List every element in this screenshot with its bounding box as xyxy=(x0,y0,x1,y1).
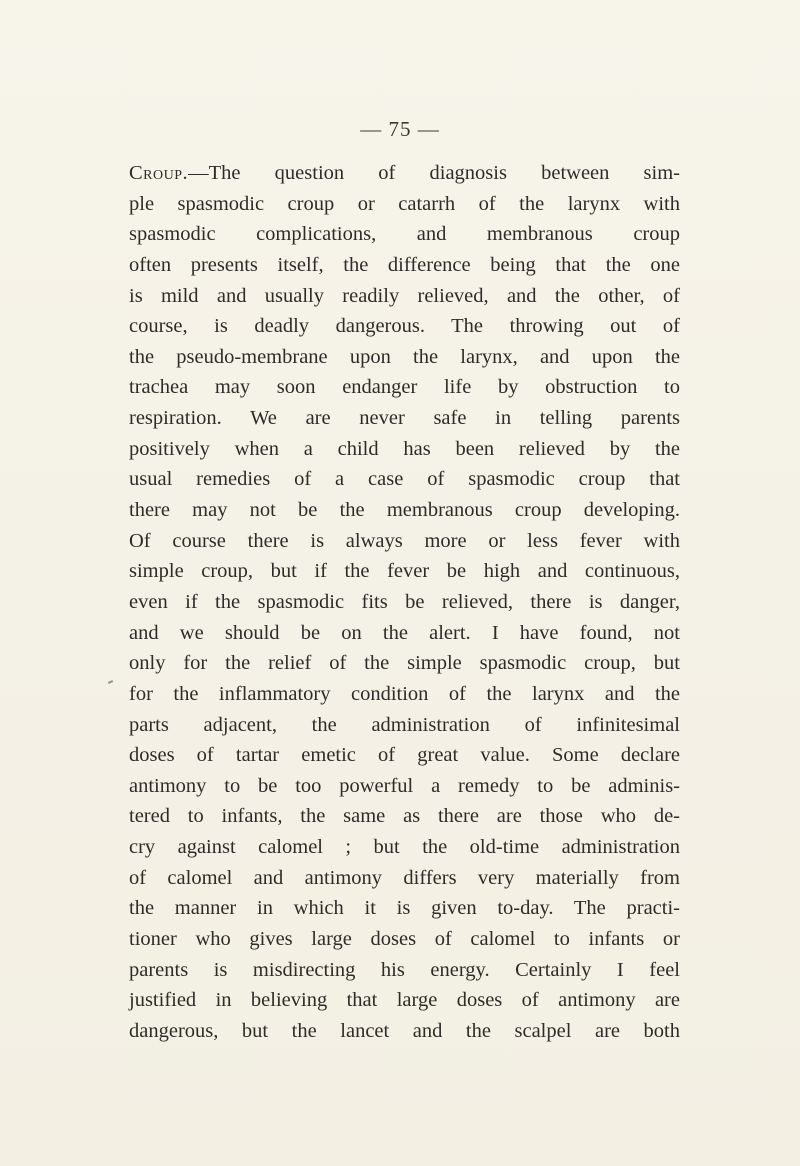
text-line: there may not be the membranous croup developing. xyxy=(129,499,680,522)
text-line: the manner in which it is given to-day. The practi- xyxy=(129,897,680,920)
text-line: even if the spasmodic fits be relieved, there is danger, xyxy=(129,590,680,613)
margin-mark xyxy=(108,680,113,684)
text-line: parents is misdirecting his energy. Certainly I feel xyxy=(129,958,680,981)
text-line: justified in believing that large doses of antimony are xyxy=(129,989,680,1012)
page-number: — 75 — xyxy=(360,117,440,141)
text-line: usual remedies of a case of spasmodic croup that xyxy=(129,468,680,491)
text-line: parts adjacent, the administration of infinitesimal xyxy=(129,713,680,736)
body-paragraph xyxy=(129,158,680,1047)
text-line: cry against calomel ; but the old-time administration xyxy=(129,836,680,859)
section-lead-word: Croup. xyxy=(129,162,189,184)
text-line xyxy=(129,158,680,189)
text-line: doses of tartar emetic of great value. Some declare xyxy=(129,744,680,767)
text-line: course, is deadly dangerous. The throwing out of xyxy=(129,315,680,338)
text-line: is mild and usually readily relieved, and the other, of xyxy=(129,284,680,307)
text-line: dangerous, but the lancet and the scalpel are both xyxy=(129,1019,680,1042)
text-line: antimony to be too powerful a remedy to be adminis- xyxy=(129,774,680,797)
text-line: only for the relief of the simple spasmodic croup, but xyxy=(129,652,680,675)
text-line: trachea may soon endanger life by obstruction to xyxy=(129,376,680,399)
text-line: spasmodic complications, and membranous croup xyxy=(129,223,680,246)
text-line: tered to infants, the same as there are those who de- xyxy=(129,805,680,828)
text-line: and we should be on the alert. I have found, not xyxy=(129,621,680,644)
text-line: for the inflammatory condition of the larynx and the xyxy=(129,682,680,705)
text-line: simple croup, but if the fever be high and continuous, xyxy=(129,560,680,583)
text-line-content: —The question of diagnosis between sim- xyxy=(188,162,680,184)
text-line: the pseudo-membrane upon the larynx, and upon the xyxy=(129,345,680,368)
text-line: often presents itself, the difference being that the one xyxy=(129,253,680,276)
text-line: of calomel and antimony differs very materially from xyxy=(129,866,680,889)
text-line: positively when a child has been relieved by the xyxy=(129,437,680,460)
text-line: tioner who gives large doses of calomel to infants or xyxy=(129,928,680,951)
text-line: respiration. We are never safe in telling parents xyxy=(129,407,680,430)
text-line: ple spasmodic croup or catarrh of the larynx with xyxy=(129,192,680,215)
text-line: Of course there is always more or less fever with xyxy=(129,529,680,552)
